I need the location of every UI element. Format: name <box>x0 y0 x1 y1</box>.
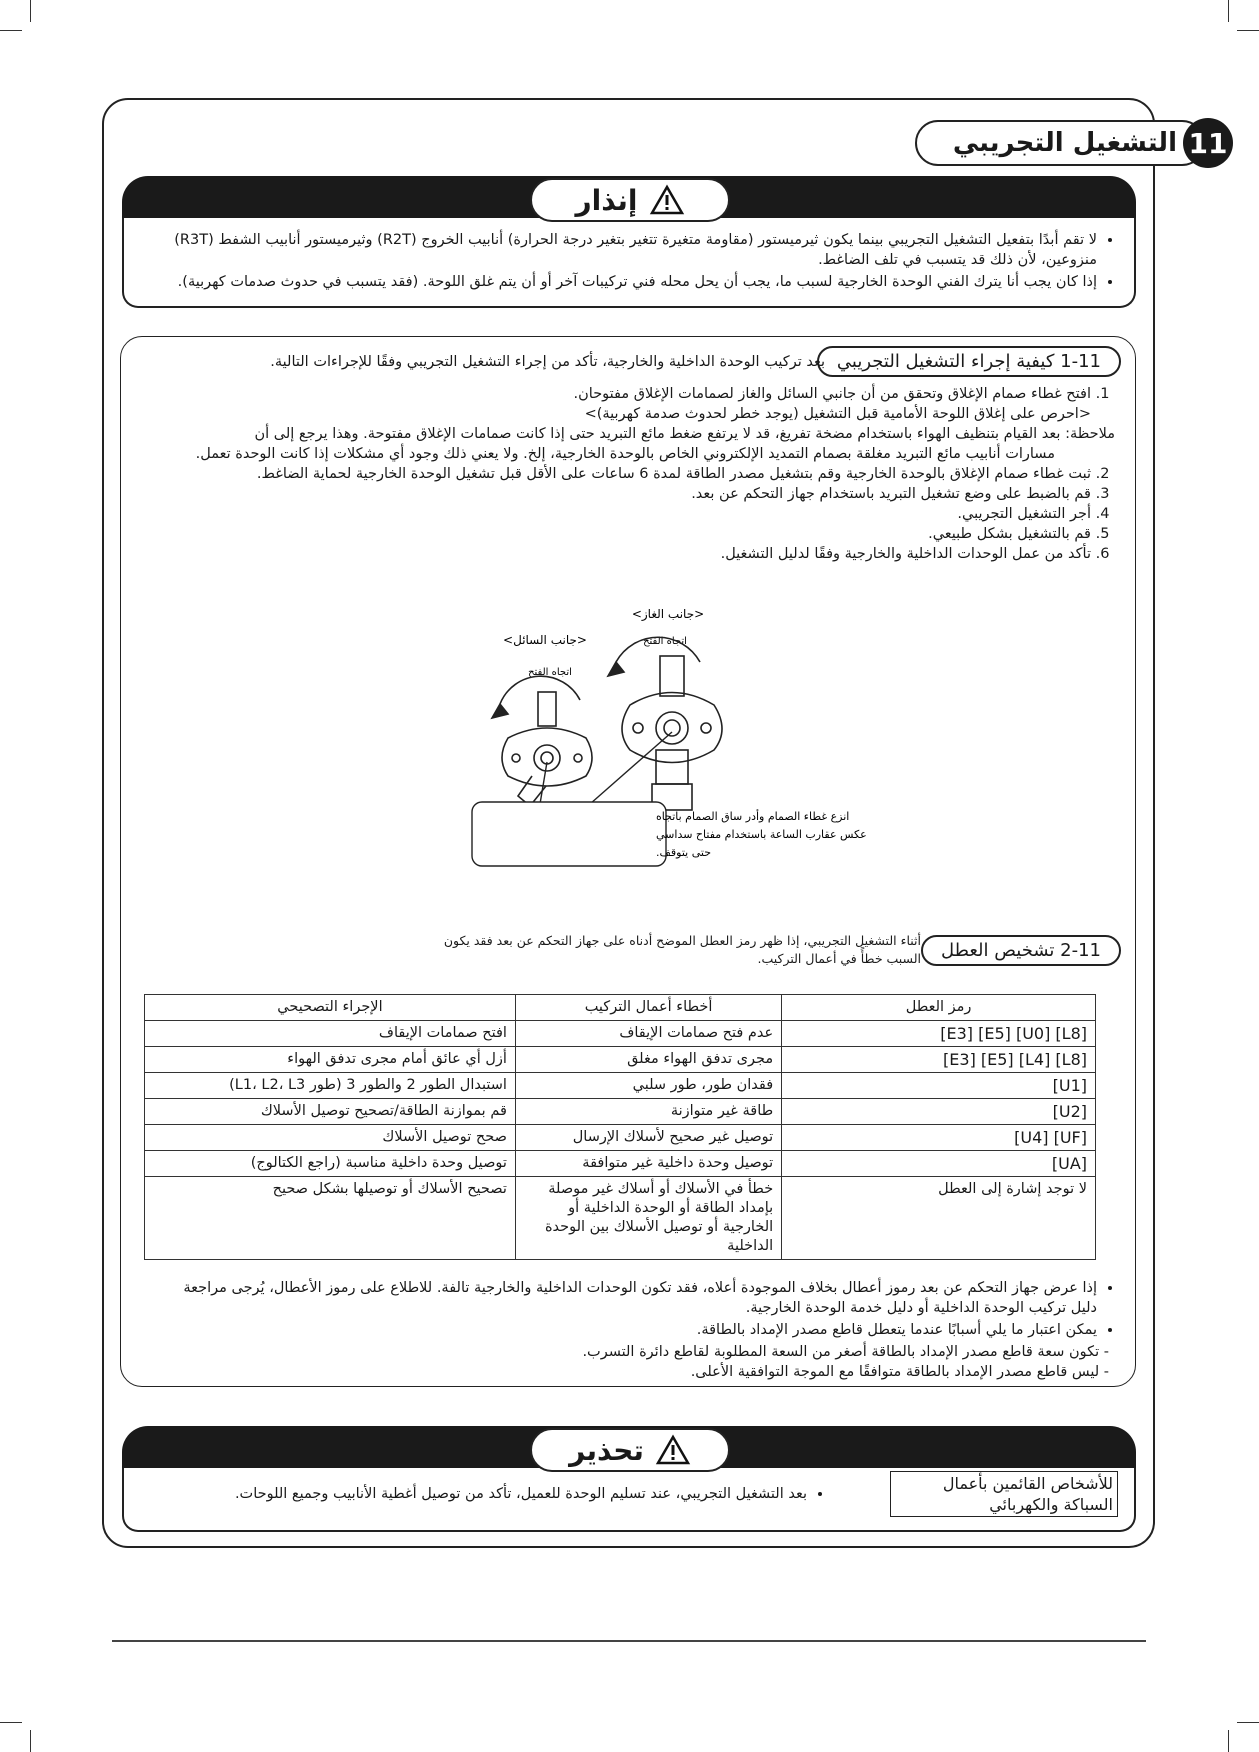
caution-pill <box>530 1428 730 1472</box>
crop-mark <box>1237 1722 1259 1723</box>
note-line: بعد القيام بتنظيف الهواء باستخدام مضخة تفريغ، قد لا يرتفع ضغط مائع التبريد حتى إذا كانت صمامات الإغلاق مفتوحة. وهذا يرجع إلى أن <box>254 426 1061 442</box>
error-code: [E3] [E5] [U0] [L8] <box>782 1021 1096 1047</box>
column-header: الإجراء التصحيحي <box>145 995 516 1021</box>
error-code: [E3] [E5] [L4] [L8] <box>782 1047 1096 1073</box>
crop-mark <box>1237 30 1259 31</box>
subnote-text: ليس قاطع مصدر الإمداد بالطاقة متوافقًا مع الموجة التوافقية الأعلى. <box>690 1364 1100 1380</box>
gas-side-label: <جانب الغاز> <box>631 607 705 621</box>
gas-valve <box>608 637 722 810</box>
table-row <box>145 1073 1096 1099</box>
corrective-action: افتح صمامات الإيقاف <box>145 1021 516 1047</box>
crop-mark <box>1228 0 1229 22</box>
step-item: 3. قم بالضبط على وضع تشغيل التبريد باستخدام جهاز التحكم عن بعد. <box>155 484 1091 504</box>
corrective-action: توصيل وحدة داخلية مناسبة (راجع الكتالوج) <box>145 1151 516 1177</box>
caution-audience: للأشخاص القائمين بأعمال السباكة والكهربائي <box>890 1471 1118 1517</box>
diagnosis-heading: 2-11 تشخيص العطل <box>921 935 1121 966</box>
table-row <box>145 1047 1096 1073</box>
warning-title: إنذار <box>575 183 638 217</box>
error-code: لا توجد إشارة إلى العطل <box>782 1177 1096 1260</box>
corrective-action: صحح توصيل الأسلاك <box>145 1125 516 1151</box>
note-block <box>155 424 1115 464</box>
crop-mark <box>1228 1730 1229 1752</box>
open-direction-label: اتجاه الفتح <box>528 667 572 678</box>
error-code: [U1] <box>782 1073 1096 1099</box>
callout-line: انزع غطاء الصمام وأدر ساق الصمام باتجاه <box>656 810 850 823</box>
diagnosis-intro-line: أثناء التشغيل التجريبي، إذا ظهر رمز العطل الموضح أدناه على جهاز التحكم عن بعد فقد يكون <box>443 933 921 948</box>
step-item: 5. قم بالتشغيل بشكل طبيعي. <box>155 524 1091 544</box>
error-code: [U4] [UF] <box>782 1125 1096 1151</box>
step-item: 2. ثبت غطاء صمام الإغلاق بالوحدة الخارجية وقم بتشغيل مصدر الطاقة لمدة 6 ساعات على الأقل قبل تشغيل الوحدة الخارجية لحماية الضاغط. <box>155 464 1091 484</box>
note-line: مسارات أنابيب مائع التبريد مغلقة بصمام التمديد الإلكتروني الخاص بالوحدة الخارجية، إلخ. ولا يعني ذلك وجود أي مشكلات إذا كانت الوحدة تعمل. <box>195 446 1055 462</box>
install-error: توصيل وحدة داخلية غير متوافقة <box>515 1151 781 1177</box>
warning-pill <box>530 178 730 222</box>
diagnosis-subnote: - ليس قاطع مصدر الإمداد بالطاقة متوافقًا مع الموجة التوافقية الأعلى. <box>690 1364 1109 1380</box>
diagnosis-note: • يمكن اعتبار ما يلي أسبابًا عندما يتعطل قاطع مصدر الإمداد بالطاقة. <box>159 1320 1097 1340</box>
corrective-action: استبدال الطور 2 والطور 3 (طور L1، L2، L3) <box>145 1073 516 1099</box>
warning-item: • لا تقم أبدًا بتفعيل التشغيل التجريبي بينما يكون ثيرميستور (مقاومة متغيرة تتغير بتغير درجة الحرارة) أنابيب الخروج (R2T) وثيرميستور أنابيب الشفط (R3T) منزوعين، لأن ذلك قد يتسبب في تلف الضاغط. <box>144 230 1097 270</box>
warning-text <box>144 230 1119 294</box>
caution-title: تحذير <box>569 1433 644 1467</box>
corrective-action: قم بموازنة الطاقة/تصحيح توصيل الأسلاك <box>145 1099 516 1125</box>
step-caution: <احرص على إغلاق اللوحة الأمامية قبل التشغيل (يوجد خطر لحدوث صدمة كهربية)> <box>584 406 1091 422</box>
corrective-action: تصحيح الأسلاك أو توصيلها بشكل صحيح <box>145 1177 516 1260</box>
footer-rule <box>112 1640 1146 1642</box>
note-label: ملاحظة: <box>1065 426 1115 442</box>
table-row <box>145 1177 1096 1260</box>
warning-triangle-icon <box>650 185 684 215</box>
table-row <box>145 1099 1096 1125</box>
error-code: [UA] <box>782 1151 1096 1177</box>
callout-line: حتى يتوقف. <box>656 846 711 859</box>
install-error: خطأ في الأسلاك أو أسلاك غير موصلة بإمداد الطاقة أو الوحدة الداخلية أو الخارجية أو توصيل الأسلاك بين الوحدة الداخلية <box>515 1177 781 1260</box>
column-header: رمز العطل <box>782 995 1096 1021</box>
diagnosis-note: • إذا عرض جهاز التحكم عن بعد رموز أعطال بخلاف الموجودة أعلاه، فقد تكون الوحدات الداخلية والخارجية تالفة. للاطلاع على رموز الأعطال، يُرجى مراجعة دليل تركيب الوحدة الداخلية أو دليل خدمة الوحدة الخارجية. <box>159 1278 1097 1318</box>
crop-mark <box>0 30 22 31</box>
callout-line: عكس عقارب الساعة باستخدام مفتاح سداسي <box>656 828 867 841</box>
corrective-action: أزل أي عائق أمام مجرى تدفق الهواء <box>145 1047 516 1073</box>
table-row <box>145 1151 1096 1177</box>
install-error: فقدان طور، طور سلبي <box>515 1073 781 1099</box>
warning-triangle-icon <box>656 1435 690 1465</box>
callout-box <box>472 802 666 866</box>
crop-mark <box>30 1730 31 1752</box>
section-number: 11 <box>1183 118 1233 168</box>
liquid-side-label: <جانب السائل> <box>503 633 587 647</box>
error-code: [U2] <box>782 1099 1096 1125</box>
table-row <box>145 1021 1096 1047</box>
step-item <box>155 384 1091 424</box>
install-error: عدم فتح صمامات الإيقاف <box>515 1021 781 1047</box>
error-code-table <box>144 994 1096 1260</box>
diagnosis-notes <box>159 1278 1119 1382</box>
table-header-row <box>145 995 1096 1021</box>
procedure-intro: بعد تركيب الوحدة الداخلية والخارجية، تأكد من إجراء التشغيل التجريبي وفقًا للإجراءات التالية. <box>270 354 825 370</box>
diagnosis-subnote: - تكون سعة قاطع مصدر الإمداد بالطاقة أصغر من السعة المطلوبة لقاطع دائرة التسرب. <box>582 1344 1109 1360</box>
diagnosis-intro <box>401 932 921 968</box>
step-item: 6. تأكد من عمل الوحدات الداخلية والخارجية وفقًا لدليل التشغيل. <box>155 544 1091 564</box>
section-title <box>915 118 1233 168</box>
caution-text <box>235 1484 829 1506</box>
column-header: أخطاء أعمال التركيب <box>515 995 781 1021</box>
open-direction-label: اتجاه الفتح <box>643 636 687 647</box>
crop-mark <box>30 0 31 22</box>
liquid-valve <box>492 676 592 806</box>
step-text: افتح غطاء صمام الإغلاق وتحقق من أن جانبي السائل والغاز لصمامات الإغلاق مفتوحان. <box>573 386 1091 402</box>
subnote-text: تكون سعة قاطع مصدر الإمداد بالطاقة أصغر من السعة المطلوبة لقاطع دائرة التسرب. <box>582 1344 1100 1360</box>
crop-mark <box>0 1722 22 1723</box>
section-title-text: التشغيل التجريبي <box>915 120 1205 166</box>
procedure-steps <box>155 384 1115 564</box>
warning-item: • إذا كان يجب أنا يترك الفني الوحدة الخارجية لسبب ما، يجب أن يحل محله فني تركيبات آخر أو أن يتم غلق اللوحة. (فقد يتسبب في حدوث صدمات كهربية). <box>144 272 1097 292</box>
table-row <box>145 1125 1096 1151</box>
install-error: مجرى تدفق الهواء مغلق <box>515 1047 781 1073</box>
step-item: 4. أجر التشغيل التجريبي. <box>155 504 1091 524</box>
diagnosis-intro-line: السبب خطأً في أعمال التركيب. <box>757 951 921 966</box>
caution-item: • بعد التشغيل التجريبي، عند تسليم الوحدة للعميل، تأكد من توصيل أغطية الأنابيب وجميع اللوحات. <box>235 1484 807 1504</box>
valve-figure <box>440 600 867 880</box>
install-error: طاقة غير متوازنة <box>515 1099 781 1125</box>
install-error: توصيل غير صحيح لأسلاك الإرسال <box>515 1125 781 1151</box>
procedure-heading: 1-11 كيفية إجراء التشغيل التجريبي <box>817 346 1121 377</box>
